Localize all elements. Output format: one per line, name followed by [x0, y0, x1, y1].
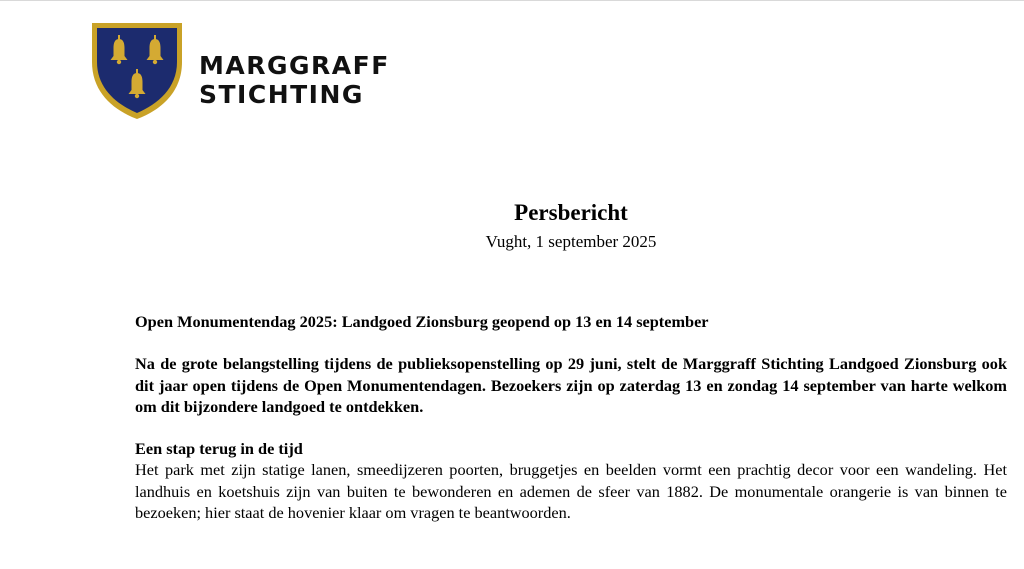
article-content — [135, 311, 1007, 523]
brand-name — [199, 51, 390, 109]
brand-name-line2: STICHTING — [199, 80, 364, 109]
document-title: Persbericht — [514, 200, 628, 225]
top-divider — [0, 0, 1024, 1]
section-heading: Een stap terug in de tijd — [135, 439, 303, 459]
article-lead: Na de grote belangstelling tijdens de publieksopenstelling op 29 juni, stelt de Marggraff Stichting Landgoed Zionsburg ook dit jaar open tijdens de Open Monumentendagen. Bezoekers zijn op zaterdag 13 en zondag 14 september van harte welkom om dit bijzondere landgoed te ontdekken. — [135, 354, 1007, 416]
section-body: Het park met zijn statige lanen, smeedijzeren poorten, bruggetjes en beelden vormt een prachtig decor voor een wandeling. Het landhuis en koetshuis zijn van buiten te bewonderen en ademen de sfeer van 1882. De monumentale orangerie is van binnen te bezoeken; hier staat de hovenier klaar om vragen te beantwoorden. — [135, 460, 1007, 523]
article-headline: Open Monumentendag 2025: Landgoed Zionsburg geopend op 13 en 14 september — [135, 312, 709, 331]
dateline: Vught, 1 september 2025 — [485, 232, 657, 251]
shield-bells-icon — [89, 20, 185, 122]
brand-name-line1: MARGGRAFF — [199, 51, 390, 80]
